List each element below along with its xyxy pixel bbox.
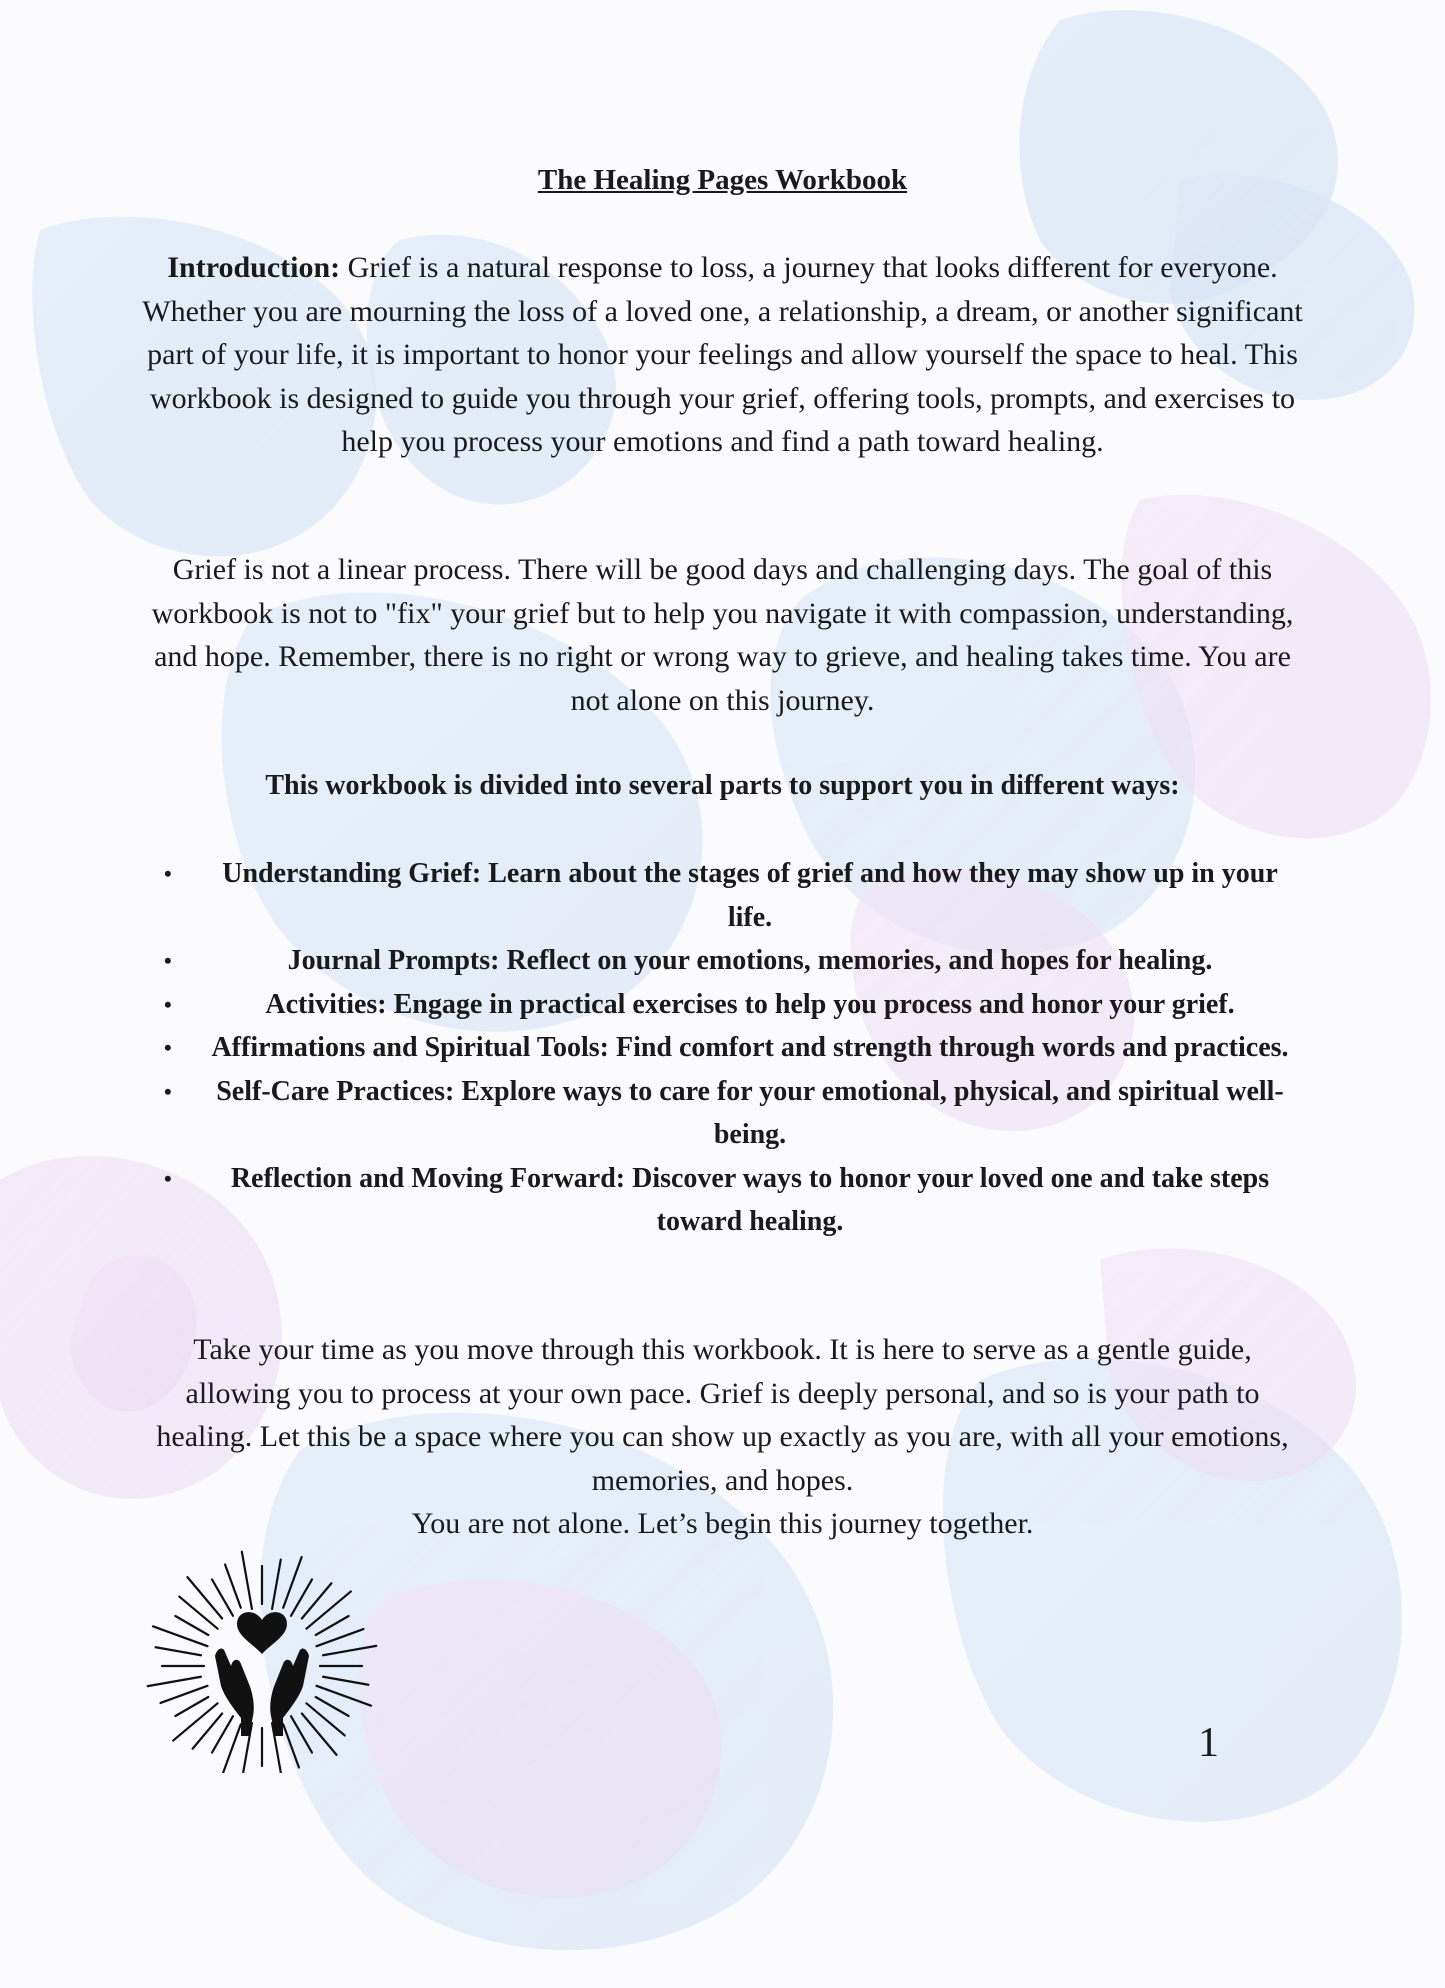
- parts-list: [160, 852, 1310, 1244]
- introduction-paragraph: [140, 246, 1305, 464]
- closing-text: Take your time as you move through this workbook. It is here to serve as a gentle guide, allowing you to process at your own pace. Grief is deeply personal, and so is your path to healing. Let this be a space where you can show up exactly as you are, with all your emotions, memories, and hopes.: [156, 1333, 1289, 1497]
- list-item: [160, 1070, 1310, 1157]
- logo-ray: [283, 1724, 299, 1767]
- introduction-text: Grief is a natural response to loss, a journey that looks different for everyone. Whether you are mourning the loss of a loved one, a relationship, a dream, or another significant part of your life, it is important to honor your feelings and allow yourself the space to heal. This workbook is designed to guide you through your grief, offering tools, prompts, and exercises to help you process your emotions and find a path toward healing.: [142, 251, 1303, 458]
- list-item: [160, 939, 1310, 983]
- logo-ray: [175, 1616, 208, 1635]
- list-item: [160, 852, 1310, 939]
- list-item-text: Reflection and Moving Forward: Discover ways to honor your loved one and take steps toward healing.: [230, 1162, 1270, 1237]
- list-item: [160, 1157, 1310, 1244]
- list-item-text: Understanding Grief: Learn about the stages of grief and how they may show up in your life.: [222, 858, 1278, 933]
- bullet-icon: •: [164, 1035, 172, 1060]
- logo-ray: [179, 1597, 217, 1629]
- logo-ray: [187, 1577, 222, 1618]
- grief-process-paragraph: Grief is not a linear process. There will be good days and challenging days. The goal of this workbook is not to "fix" your grief but to help you navigate it with compassion, understanding, and hope. Remember, there is no right or wrong way to grieve, and healing takes time. You are not alone on this journey.: [151, 553, 1294, 717]
- heart-hands-icon: [145, 1538, 380, 1773]
- logo-ray: [306, 1591, 350, 1628]
- closing-final-line: You are not alone. Let’s begin this journey together.: [411, 1507, 1034, 1540]
- bullet-icon: •: [164, 948, 172, 973]
- page-title: The Healing Pages Workbook: [537, 164, 908, 196]
- logo-ray: [316, 1616, 349, 1635]
- logo-ray: [242, 1552, 252, 1609]
- list-item-text: Activities: Engage in practical exercises to help you process and honor your grief.: [265, 988, 1235, 1020]
- list-item: [160, 1026, 1310, 1070]
- logo-ray: [173, 1703, 217, 1740]
- closing-paragraph: [140, 1328, 1305, 1546]
- logo-ray: [148, 1677, 201, 1686]
- logo-ray: [316, 1697, 349, 1716]
- logo-ray: [323, 1677, 368, 1685]
- bullet-icon: •: [164, 1165, 172, 1191]
- logo-ray: [306, 1703, 344, 1735]
- logo-ray: [156, 1647, 201, 1655]
- page-number: 1: [1198, 1720, 1219, 1766]
- logo-ray: [175, 1697, 208, 1716]
- list-item-text: Affirmations and Spiritual Tools: Find comfort and strength through words and practices.: [211, 1032, 1289, 1063]
- parts-heading: This workbook is divided into several parts to support you in different ways:: [265, 770, 1180, 801]
- logo-ray: [323, 1646, 376, 1655]
- bullet-icon: •: [164, 1078, 172, 1104]
- logo-ray: [272, 1560, 281, 1609]
- bullet-icon: •: [164, 861, 172, 886]
- list-item-text: Self-Care Practices: Explore ways to care for your emotional, physical, and spiritual well-being.: [216, 1075, 1284, 1150]
- list-item-text: Journal Prompts: Reflect on your emotions, memories, and hopes for healing.: [287, 945, 1213, 976]
- logo-ray: [225, 1565, 241, 1608]
- bullet-icon: •: [164, 991, 172, 1017]
- introduction-label: Introduction:: [167, 251, 341, 284]
- list-item: [160, 983, 1310, 1027]
- logo-ray: [302, 1713, 337, 1754]
